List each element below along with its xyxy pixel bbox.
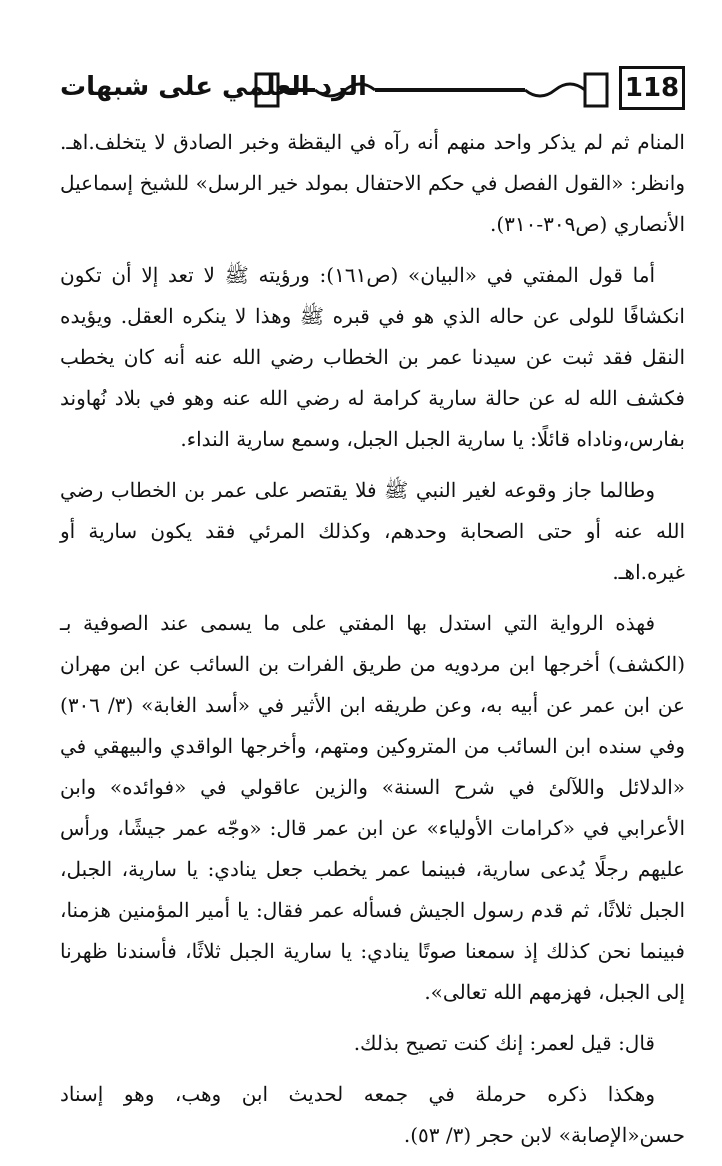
paragraph: قال: قيل لعمر: إنك كنت تصيح بذلك. [353,1031,655,1055]
paragraph: المنام ثم لم يذكر واحد منهم أنه رآه في اليقظة وخبر الصادق لا يتخلف.اهـ. وانظر: «القول الفصل في حكم الاحتفال بمولد خير الرسل» للشيخ إسماعيل الأنصاري (ص٣٠٩-٣١٠). [60,130,685,236]
paragraph: وهكذا ذكره حرملة في جمعه لحديث ابن وهب، وهو إسناد حسن«الإصابة» لابن حجر (٣/ ٥٣). [60,1082,685,1147]
paragraph: أما قول المفتي في «البيان» (ص١٦١): ورؤيته ﷺ لا تعد إلا أن تكون انكشافًا للولى عن حاله الذي هو في قبره ﷺ وهذا لا ينكره العقل. ويؤيده النقل فقد ثبت عن سيدنا عمر بن الخطاب رضي الله عنه أنه كان يخطب فكشف الله له عن حالة سارية كرامة له رضي الله عنه وهو في بلاد نُهاوند بفارس،وناداه قائلًا: يا سارية الجبل الجبل، وسمع سارية النداء. [60,263,685,451]
page-number: 118 [619,66,685,110]
header-title: الرد العلمي على شبهات [60,72,367,102]
page-body [60,122,685,1166]
paragraph: وطالما جاز وقوعه لغير النبي ﷺ فلا يقتصر على عمر بن الخطاب رضي الله عنه أو حتى الصحابة وحدهم، وكذلك المرئي فقد يكون سارية أو غيره.اهـ. [60,478,685,584]
paragraph: فهذه الرواية التي استدل بها المفتي على ما يسمى عند الصوفية بـ (الكشف) أخرجها ابن مردويه من طريق الفرات بن السائب عن ابن مهران عن ابن عمر عن أبيه به، وعن طريقه ابن الأثير في «أسد الغابة» (٣/ ٣٠٦) وفي سنده ابن السائب من المتروكين ومتهم، وأخرجها الواقدي والبيهقي في «الدلائل واللآلئ في شرح السنة» والزين عاقولي في «فوائده» وابن الأعرابي في «كرامات الأولياء» عن ابن عمر قال: «وجّه عمر جيشًا، ورأس عليهم رجلًا يُدعى سارية، فبينما عمر يخطب جعل ينادي: يا سارية، الجبل، الجبل ثلاثًا، ثم قدم رسول الجيش فسأله عمر فقال: يا أمير المؤمنين هزمنا، فبينما نحن كذلك إذ سمعنا صوتًا ينادي: يا سارية الجبل ثلاثًا، فأسندنا ظهرنا إلى الجبل، فهزمهم الله تعالى». [60,611,685,1004]
page-header [60,58,685,118]
